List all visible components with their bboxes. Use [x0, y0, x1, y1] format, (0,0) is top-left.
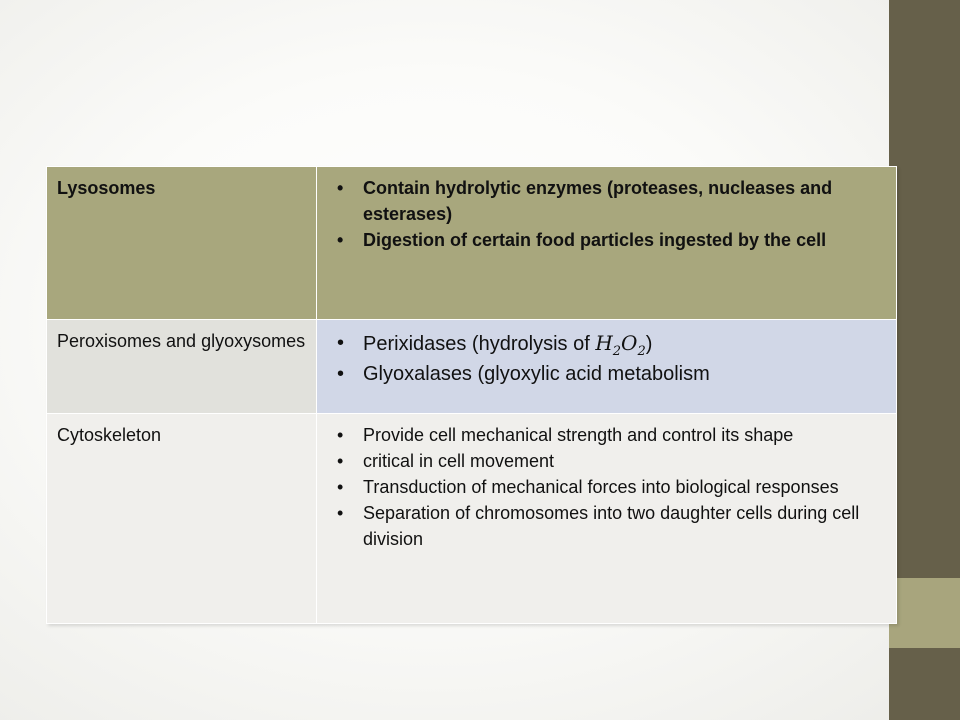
function-item: • Provide cell mechanical strength and control its shape [327, 422, 888, 448]
function-list [327, 175, 888, 253]
function-list [327, 328, 888, 389]
organelle-functions [317, 167, 897, 320]
table-row [47, 167, 897, 320]
function-item: • Contain hydrolytic enzymes (proteases, nucleases and esterases) [327, 175, 888, 227]
side-accent-block [889, 578, 960, 648]
organelle-functions [317, 414, 897, 624]
function-text: Perixidases (hydrolysis of [363, 333, 596, 355]
organelle-name: Peroxisomes and glyoxysomes [47, 320, 317, 414]
table-row [47, 320, 897, 414]
function-item [327, 328, 888, 359]
function-item: • Separation of chromosomes into two daughter cells during cell division [327, 500, 888, 552]
function-item: • Transduction of mechanical forces into biological responses [327, 474, 888, 500]
function-item: • Glyoxalases (glyoxylic acid metabolism [327, 359, 888, 389]
function-list [327, 422, 888, 552]
organelle-functions [317, 320, 897, 414]
organelle-name: Cytoskeleton [47, 414, 317, 624]
function-item: • critical in cell movement [327, 448, 888, 474]
organelle-name: Lysosomes [47, 167, 317, 320]
table-row [47, 414, 897, 624]
function-item: • Digestion of certain food particles ingested by the cell [327, 227, 888, 253]
function-text: ) [645, 333, 653, 355]
h2o2-formula: $H_2O_2$ [595, 331, 646, 359]
organelle-table [46, 166, 897, 624]
